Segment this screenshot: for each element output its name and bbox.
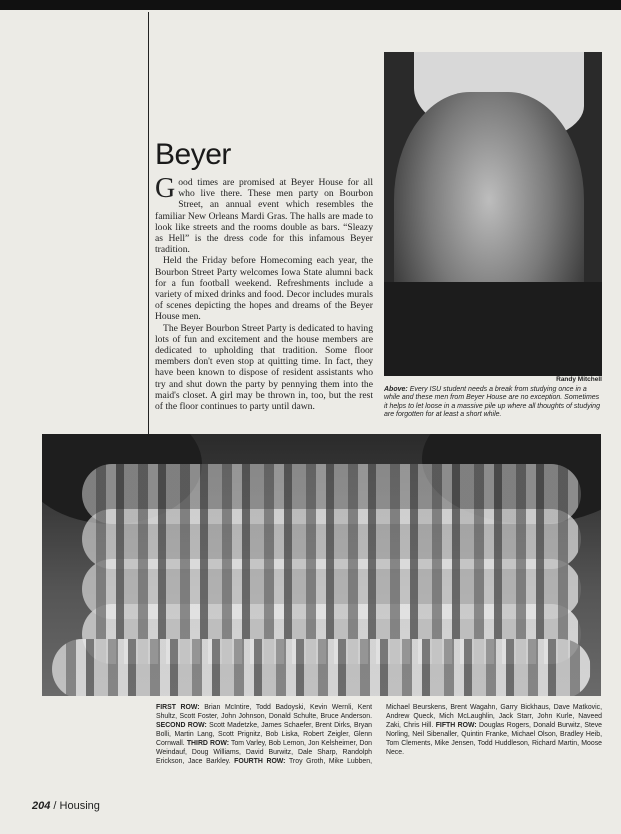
drop-cap: G [155,173,176,204]
article-paragraph: The Beyer Bourbon Street Party is dedicated to having lots of fun and excitement and the house members are dedicated to upholding that tradition. Some floor members don't even stop at quitting time. In fact, they have been known to dispose of resident assistants who try and shut down the party by pennying them into the maid's closet. A girl may be thrown in, too, but the rest of the floor continues to party until dawn. [155,322,373,413]
caption-text: Every ISU student needs a break from studying once in a while and these men from Beyer House are no exception. Sometimes it helps to let loose in a massive pile up where all thoughts of studying are forgotten for at least a short while. [384,386,600,419]
roster-row-label: SECOND ROW: [156,722,207,729]
page-title: Beyer [155,138,231,171]
roster-row-label: FIRST ROW: [156,704,200,711]
roster-row-names: Tom Varley, Bob Lemon, Jon Kelsheimer, Don Weindauf, Doug Williams, David Burwitz, Dale Sharp, Randolph Erickson, Jace Barkley. [156,740,373,765]
roster-caption [156,703,602,766]
section-name: Housing [59,800,100,812]
roster-row-names: Douglas Rogers, Donald Burwitz, Steve Norling, Neil Sibenaller, Quintin Franke, Michael Olson, Bradley Heib, Tom Clements, Mike Jensen, Todd Huddleson, Richard Martin, Moose Nece. [386,722,603,756]
top-border [0,0,621,10]
caption-lead: Above: [384,386,408,393]
roster-row-names: Troy Groth, Mike Lubben, Michael Beurskens, Brent Wagahn, Garry Bickhaus, Dave Matkovic, Andrew Queck, Mich McLaughlin, Jack Starr, John Kurle, Naveed Zaki, Chris Hill. [288,704,602,765]
photo-caption [384,386,602,420]
roster-row-names: Scott Madetzke, James Schaefer, Brent Dirks, Bryan Bolli, Martin Lang, Scott Prignitz, Bob Liska, Robert Zeigler, Glenn Cornwall. [156,722,373,747]
column-divider [148,12,149,434]
roster-row-label: FIFTH ROW: [435,722,477,729]
page-footer [32,800,100,812]
group-photo [42,434,601,696]
article-body [155,173,373,413]
roster-row-label: THIRD ROW: [186,740,230,747]
photo-credit: Randy Mitchell [556,376,602,383]
article-paragraph: Good times are promised at Beyer House for all who live there. These men party on Bourbon Street, an annual event which resembles the familiar New Orleans Mardi Gras. The halls are made to look like streets and the rooms double as bars. “Sleazy as Hell” is the dress code for this infamous Beyer tradition. [155,173,373,256]
page-number: 204 [32,800,51,812]
article-paragraph: Held the Friday before Homecoming each year, the Bourbon Street Party welcomes Iowa State alumni back for a fun football weekend. Refreshments include a variety of mixed drinks and food. Decor includes murals of scenes depicting the hopes and dreams of the Beyer House men. [155,255,373,323]
roster-row-names: Brian McIntire, Todd Badoyski, Kevin Wernli, Kent Shultz, Scott Foster, John Johnson, Donald Schulte, Bruce Anderson. [156,704,372,720]
pileup-photo [384,52,602,376]
roster-row-label: FOURTH ROW: [234,758,286,765]
footer-separator: / [50,800,60,812]
